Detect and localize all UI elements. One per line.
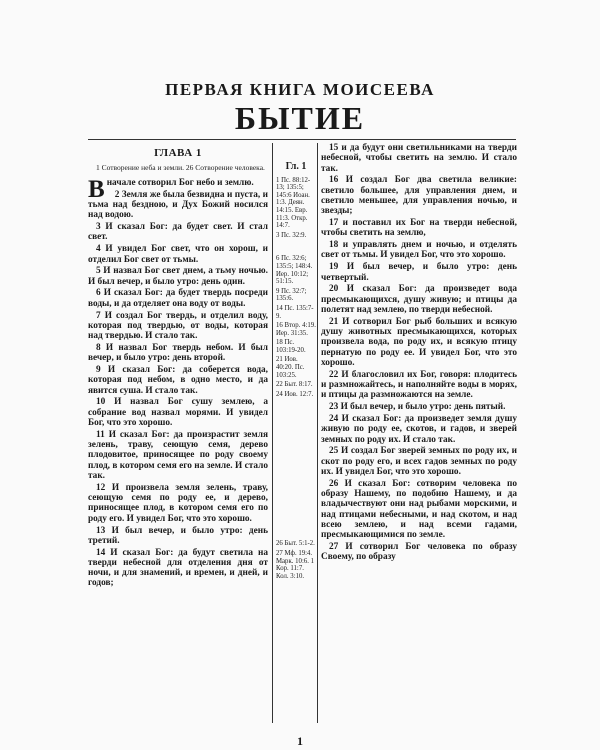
- verse: 20 И сказал Бог: да произведет вода пресмыкающихся, душу живую; и птицы да полетят над землею, по тверди небесной.: [321, 284, 517, 315]
- cross-reference: 18 Пс. 103:19-20.: [276, 339, 306, 354]
- column-divider-right: [317, 143, 318, 723]
- column-divider-left: [272, 143, 273, 723]
- cross-reference: 16 Втор. 4:19. Иер. 31:35.: [276, 322, 316, 337]
- verse: 13 И был вечер, и было утро: день третий.: [88, 525, 268, 546]
- cross-reference: 1 Пс. 88:12-13; 135:5; 145:6 Иоан. 1:3. Деян. 14:15. Евр. 11:3. Откр. 14:7.: [276, 176, 311, 230]
- chapter-heading: ГЛАВА 1: [154, 147, 202, 159]
- verse: 6 И сказал Бог: да будет твердь посреди воды, и да отделяет она воду от воды.: [88, 288, 268, 309]
- cross-reference: 9 Пс. 32:7; 135:6.: [276, 287, 307, 303]
- verse: 8 И назвал Бог твердь небом. И был вечер, и было утро: день второй.: [88, 342, 268, 364]
- cross-reference: 21 Иов. 40:20. Пс. 103:25.: [276, 356, 305, 379]
- verse: 17 и поставил их Бог на тверди небесной, чтобы светить на землю,: [321, 218, 517, 239]
- cross-reference: 24 Иов. 12:7.: [276, 390, 314, 398]
- drop-cap: В: [88, 176, 105, 203]
- verse: 15 и да будут они светильниками на тверди небесной, чтобы светить на землю. И стало так.: [321, 143, 517, 174]
- verse: 14 И сказал Бог: да будут светила на тверди небесной для отделения дня от ночи, и для знамений, и времен, и дней, и годов;: [88, 547, 268, 589]
- left-text-column: [88, 143, 268, 590]
- verse: 26 И сказал Бог: сотворим человека по образу Нашему, по подобию Нашему, и да владычествуют они над рыбами морскими, и над птицами небесными, и над скотом, и над всею землею, и над всеми гадами, пресмыкающимися по земле.: [321, 478, 517, 541]
- verse: 18 и управлять днем и ночью, и отделять свет от тьмы. И увидел Бог, что это хорошо.: [321, 240, 517, 261]
- verse-1: [88, 176, 268, 203]
- cross-reference: 26 Быт. 5:1-2.: [276, 540, 315, 548]
- verse: 4 И увидел Бог свет, что он хорош, и отделил Бог свет от тьмы.: [88, 244, 268, 265]
- verse: 27 И сотворил Бог человека по образу Своему, по образу: [321, 541, 517, 563]
- verse: 9 И сказал Бог: да соберется вода, которая под небом, в одно место, и да явится суша. И стало так.: [88, 365, 268, 396]
- verse: 10 И назвал Бог сушу землею, а собрание вод назвал морями. И увидел Бог, что это хорошо.: [88, 397, 268, 429]
- book-name: БЫТИЕ: [234, 100, 366, 136]
- verse: 24 И сказал Бог: да произведет земля душу живую по роду ее, скотов, и гадов, и зверей земных по роду их. И стало так.: [321, 413, 517, 445]
- right-text-column: [321, 143, 517, 564]
- cross-reference: 6 Пс. 32:6; 135:5; 148:4. Иер. 10:12; 51:15.: [276, 255, 313, 286]
- verse: 2 Земля же была безвидна и пуста, и тьма над бездною, и Дух Божий носился над водою.: [88, 189, 268, 221]
- verse: 16 И создал Бог два светила великие: светило большее, для управления днем, и светило меньшее, для управления ночью, и звезды;: [321, 175, 517, 217]
- cross-reference: 14 Пс. 135:7-9.: [276, 304, 314, 320]
- verse: 11 И сказал Бог: да произрастит земля зелень, траву, сеющую семя, дерево плодовитое, приносящее по роду своему плод, в котором семя его на земле. И стало так.: [88, 429, 268, 482]
- margin-chapter-label: Гл. 1: [285, 161, 307, 172]
- verse: 21 И сотворил Бог рыб больших и всякую душу животных пресмыкающихся, которых произвела вода, по роду их, и всякую птицу пернатую по роду ее. И увидел Бог, что это хорошо.: [321, 316, 517, 368]
- verse-1-text: начале сотворил Бог небо и землю.: [106, 178, 254, 188]
- book-title: ПЕРВАЯ КНИГА МОИСЕЕВА: [165, 80, 435, 99]
- page-number: 1: [297, 734, 303, 748]
- cross-reference: 22 Быт. 8:17.: [276, 381, 313, 389]
- verse: 25 И создал Бог зверей земных по роду их, и скот по роду его, и всех гадов земных по роду их. И увидел Бог, что это хорошо.: [321, 446, 517, 477]
- cross-reference: 27 Мф. 19:4. Марк. 10:6. 1 Кор. 11:7. Кол. 3:10.: [276, 550, 315, 580]
- verse: 23 И был вечер, и было утро: день пятый.: [329, 402, 506, 413]
- verse: 22 И благословил их Бог, говоря: плодитесь и размножайтесь, и наполняйте воды в морях, и птицы да размножаются на земле.: [321, 369, 517, 401]
- verse: 19 И был вечер, и было утро: день четвертый.: [321, 262, 517, 283]
- cross-reference-column: [276, 143, 316, 582]
- verse: 12 И произвела земля зелень, траву, сеющую семя по роду ее, и дерево, приносящее плод, в котором семя его по роду его. И увидел Бог, что это хорошо.: [88, 482, 268, 524]
- verse: 7 И создал Бог твердь, и отделил воду, которая под твердью, от воды, которая над твердью. И стало так.: [88, 310, 268, 342]
- header-rule: [88, 139, 516, 140]
- cross-reference: 3 Пс. 32:9.: [276, 231, 307, 239]
- verse: 3 И сказал Бог: да будет свет. И стал свет.: [88, 222, 268, 243]
- verse: 5 И назвал Бог свет днем, а тьму ночью. И был вечер, и было утро: день один.: [88, 266, 268, 287]
- chapter-summary: 1 Сотворение неба и земли. 26 Сотворение человека.: [96, 163, 265, 172]
